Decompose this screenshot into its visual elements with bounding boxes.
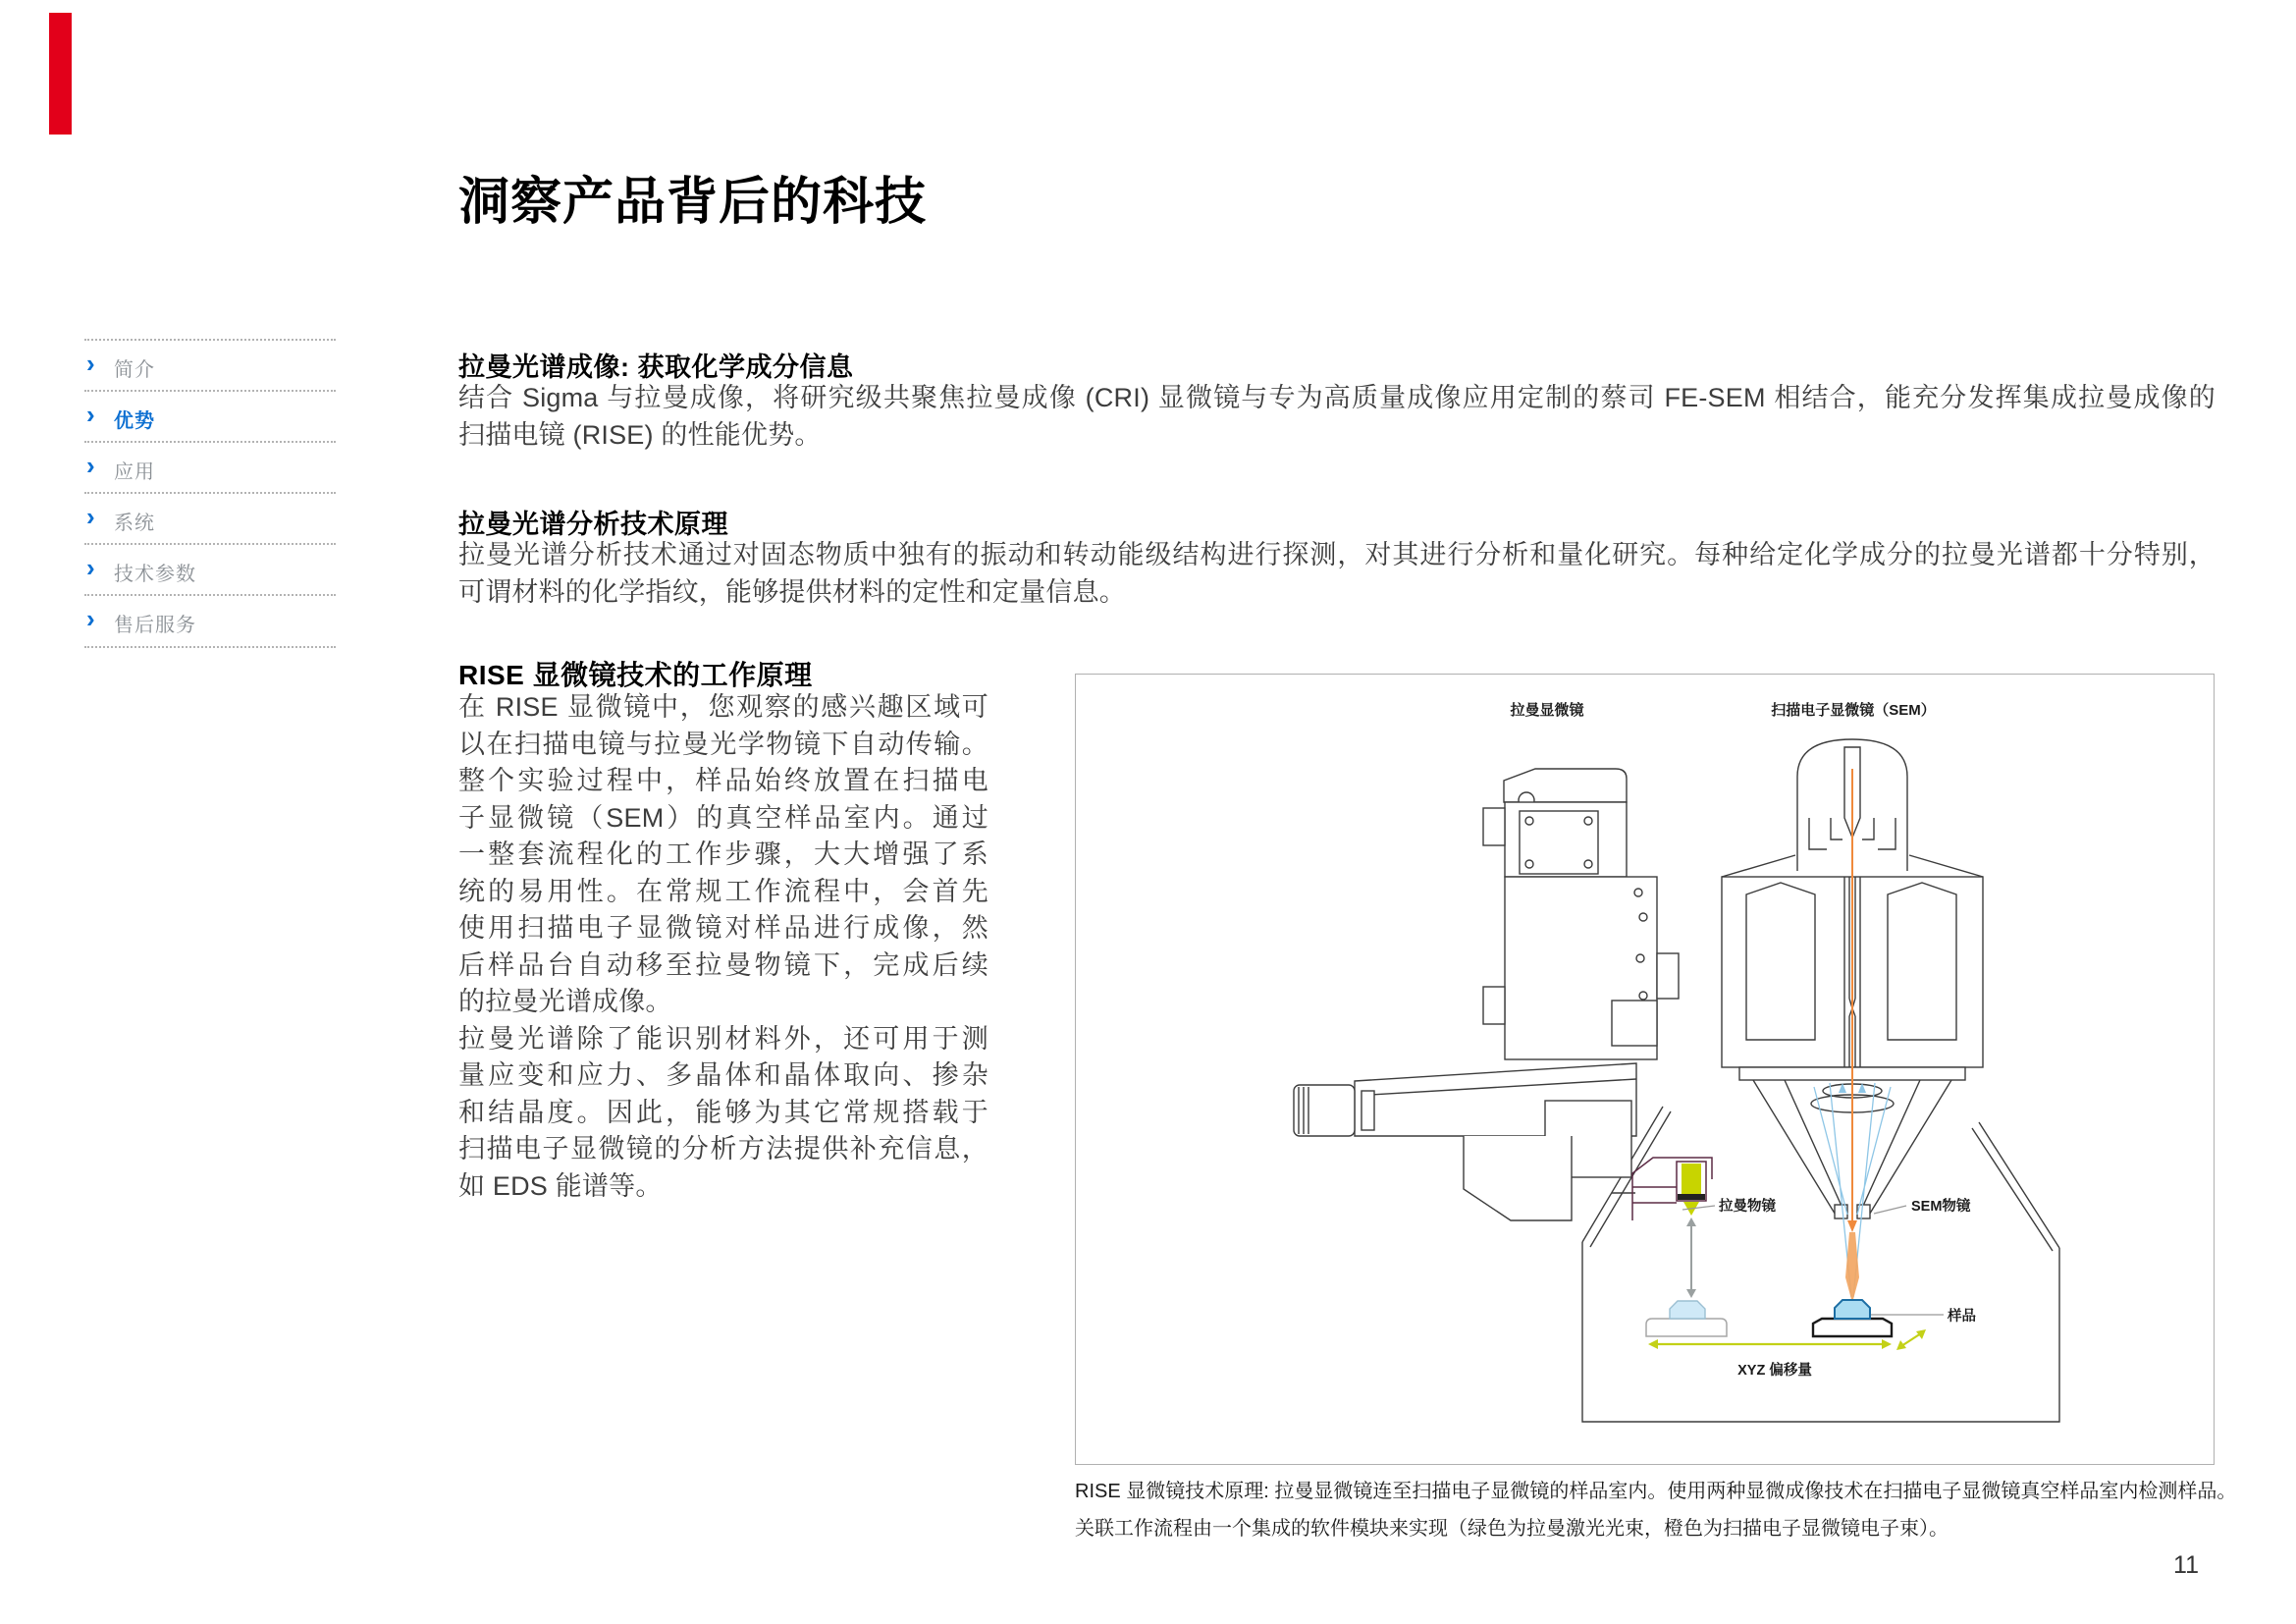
rise-diagram-svg <box>1076 675 2214 1464</box>
chevron-right-icon: › <box>86 451 95 480</box>
sidebar-item-label: 售后服务 <box>114 615 196 636</box>
text-line: 整个实验过程中，样品始终放置在扫描电 <box>458 766 988 795</box>
sidebar-item-label-active: 优势 <box>114 410 155 432</box>
chevron-right-icon: › <box>86 553 95 582</box>
caption-line: 关联工作流程由一个集成的软件模块来实现（绿色为拉曼激光光束，橙色为扫描电子显微镜电子束）。 <box>1075 1518 1949 1540</box>
page-number: 11 <box>2173 1551 2199 1579</box>
text-line: 扫描电镜 (RISE) 的性能优势。 <box>458 419 822 450</box>
label-raman-microscope: 拉曼显微镜 <box>1510 702 1584 719</box>
sidebar-item-label: 技术参数 <box>114 564 196 585</box>
raman-objective-assembly <box>1632 1158 1712 1298</box>
sidebar-item-label: 系统 <box>114 513 155 534</box>
vacuum-chamber <box>1582 1107 2059 1422</box>
sidebar-item-system[interactable] <box>84 492 336 543</box>
text-line: 的拉曼光谱成像。 <box>458 987 672 1016</box>
sidebar-item-label: 简介 <box>114 359 155 381</box>
rise-diagram-figure <box>1075 674 2215 1465</box>
text-line: 拉曼光谱除了能识别材料外，还可用于测 <box>458 1023 988 1054</box>
text-line: 结合 Sigma 与拉曼成像，将研究级共聚焦拉曼成像 (CRI) 显微镜与专为高质量成像应用定制的蔡司 FE-SEM 相结合，能充分发挥集成拉曼成像的 <box>458 383 2216 412</box>
text-line: 子显微镜（SEM）的真空样品室内。通过 <box>458 802 988 833</box>
caption-line: RISE 显微镜技术原理: 拉曼显微镜连至扫描电子显微镜的样品室内。使用两种显微成像技术在扫描电子显微镜真空样品室内检测样品。 <box>1075 1481 2237 1502</box>
page-title: 洞察产品背后的科技 <box>458 174 928 231</box>
label-sem-objective: SEM物镜 <box>1911 1199 1971 1215</box>
label-sem-microscope: 扫描电子显微镜（SEM） <box>1771 702 1936 719</box>
chevron-right-icon: › <box>86 400 95 429</box>
sidebar-item-specs[interactable] <box>84 543 336 594</box>
chevron-right-icon: › <box>86 349 95 378</box>
label-sample: 样品 <box>1948 1309 1976 1325</box>
sidebar-nav <box>84 339 336 648</box>
text-line: 可谓材料的化学指纹，能够提供材料的定性和定量信息。 <box>458 576 1126 607</box>
section-heading-raman-principle: 拉曼光谱分析技术原理 <box>458 510 728 539</box>
sidebar-item-applications[interactable] <box>84 441 336 492</box>
text-line: 一整套流程化的工作步骤，大大增强了系 <box>458 839 988 869</box>
sidebar-item-service[interactable] <box>84 594 336 648</box>
text-line: 如 EDS 能谱等。 <box>458 1170 663 1201</box>
section-heading-rise-principle: RISE 显微镜技术的工作原理 <box>458 660 813 690</box>
sidebar-item-advantages[interactable] <box>84 390 336 441</box>
text-line: 拉曼光谱分析技术通过对固态物质中独有的振动和转动能级结构进行探测，对其进行分析和量化研究。每种给定化学成分的拉曼光谱都十分特别， <box>458 540 2216 569</box>
text-line: 量应变和应力、多晶体和晶体取向、掺杂 <box>458 1060 988 1090</box>
figure-caption <box>1075 1473 2282 1547</box>
section-heading-raman-imaging: 拉曼光谱成像: 获取化学成分信息 <box>458 352 854 382</box>
sample-stages <box>1646 1300 1892 1336</box>
chevron-right-icon: › <box>86 604 95 633</box>
chevron-right-icon: › <box>86 502 95 531</box>
text-line: 扫描电子显微镜的分析方法提供补充信息， <box>458 1134 988 1164</box>
paragraph-rise-workflow <box>458 689 988 1205</box>
text-line: 在 RISE 显微镜中，您观察的感兴趣区域可 <box>458 692 988 722</box>
text-line: 后样品台自动移至拉曼物镜下，完成后续 <box>458 949 988 980</box>
label-raman-objective: 拉曼物镜 <box>1719 1199 1776 1215</box>
raman-laser-beam <box>1682 1164 1701 1194</box>
sidebar-item-intro[interactable] <box>84 339 336 390</box>
text-line: 使用扫描电子显微镜对样品进行成像，然 <box>458 913 988 943</box>
raman-microscope-drawing <box>1294 769 1679 1220</box>
red-corner-mark <box>49 13 72 135</box>
paragraph-raman-imaging <box>458 380 2216 454</box>
text-line: 以在扫描电镜与拉曼光学物镜下自动传输。 <box>458 729 988 759</box>
label-xyz-offset: XYZ 偏移量 <box>1737 1363 1812 1379</box>
leader-lines <box>1682 1206 1944 1315</box>
paragraph-raman-principle <box>458 537 2216 611</box>
sidebar-item-label: 应用 <box>114 461 155 483</box>
text-line: 和结晶度。因此，能够为其它常规搭载于 <box>458 1097 988 1127</box>
text-line: 统的易用性。在常规工作流程中，会首先 <box>458 876 988 906</box>
